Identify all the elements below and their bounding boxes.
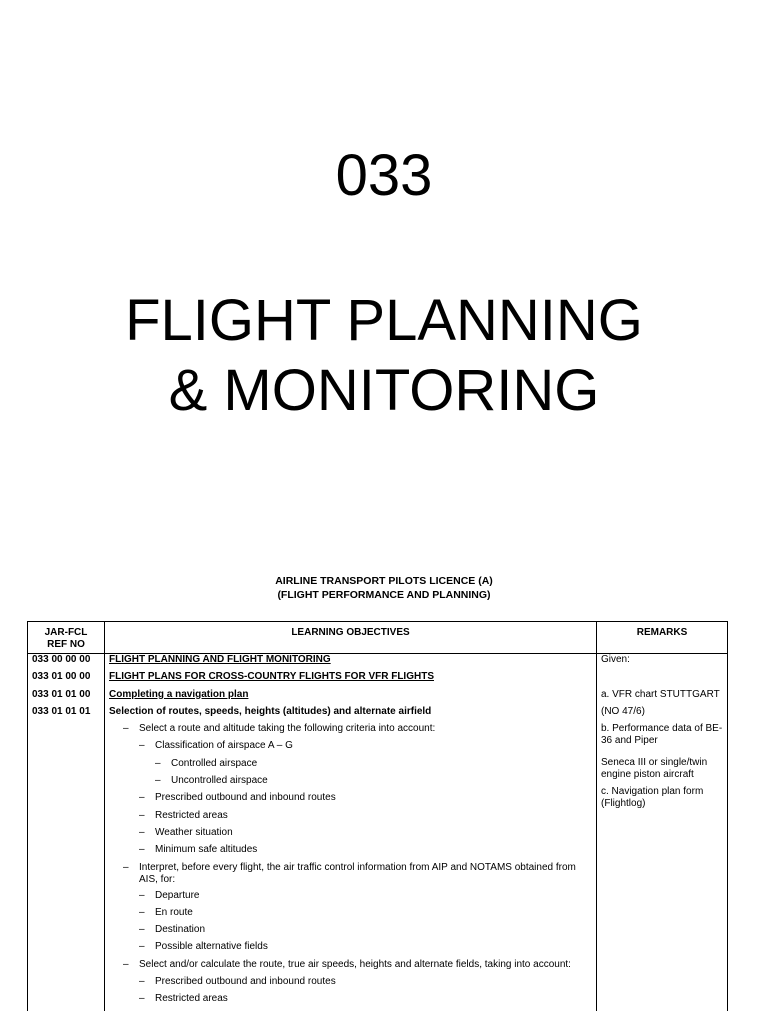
subject-title (0, 286, 768, 426)
objective-item (109, 758, 592, 775)
dash-bullet: – (139, 809, 145, 821)
ref-number: 033 01 00 00 (32, 671, 91, 683)
objective-item (109, 775, 592, 792)
licence-heading-line2: (FLIGHT PERFORMANCE AND PLANNING) (277, 589, 491, 601)
objective-item (109, 810, 592, 827)
objective-text: Weather situation (155, 826, 233, 838)
objective-text: FLIGHT PLANNING AND FLIGHT MONITORING (109, 654, 331, 665)
objective-text: Minimum safe altitudes (155, 844, 258, 856)
remark-item: c. Navigation plan form (Flightlog) (601, 786, 704, 809)
objectives-column-header: LEARNING OBJECTIVES (105, 622, 597, 654)
ref-number: 033 01 01 00 (32, 688, 91, 700)
subject-title-line2: & MONITORING (168, 358, 600, 423)
objective-item (109, 723, 592, 740)
objective-text: Select and/or calculate the route, true air speeds, heights and alternate fields, taking into account: (139, 958, 571, 970)
objective-text: Possible alternative fields (155, 941, 268, 953)
objective-text: Prescribed outbound and inbound routes (155, 792, 336, 804)
dash-bullet: – (155, 775, 161, 787)
objective-text: Completing a navigation plan (109, 688, 249, 700)
remark-item: Given: (601, 654, 630, 665)
table-body-row (28, 654, 728, 1011)
objective-item (109, 827, 592, 844)
objective-item (109, 993, 592, 1010)
dash-bullet: – (139, 924, 145, 936)
ref-numbers-cell (28, 654, 105, 1011)
remarks-column-header: REMARKS (597, 622, 728, 654)
objective-text: Destination (155, 924, 206, 936)
objective-item (109, 792, 592, 809)
dash-bullet: – (139, 889, 145, 901)
objective-text: Restricted areas (155, 809, 228, 821)
ref-number: 033 00 00 00 (32, 654, 91, 665)
ref-header-line1: JAR-FCL (44, 627, 88, 638)
subject-title-line1: FLIGHT PLANNING (125, 288, 643, 353)
objective-text: En route (155, 906, 193, 918)
dash-bullet: – (139, 844, 145, 856)
objective-text: Uncontrolled airspace (171, 775, 268, 787)
dash-bullet: – (139, 941, 145, 953)
objective-item (109, 844, 592, 861)
ref-header-line2: REF NO (47, 639, 85, 650)
dash-bullet: – (139, 906, 145, 918)
remarks-cell (597, 654, 728, 1011)
dash-bullet: – (139, 976, 145, 988)
remark-item: (NO 47/6) (601, 706, 645, 717)
objective-text: Interpret, before every flight, the air traffic control information from AIP and NOTAMS obtained from AIS, for: (139, 861, 576, 885)
remark-item: a. VFR chart STUTTGART (601, 689, 720, 700)
objective-text: Select a route and altitude taking the following criteria into account: (139, 723, 436, 735)
subject-number: 033 (335, 143, 433, 208)
objective-item (109, 976, 592, 993)
objective-text: Departure (155, 889, 200, 901)
objective-item (109, 907, 592, 924)
objective-item (109, 890, 592, 907)
objective-text: Classification of airspace A – G (155, 740, 293, 752)
objective-text: Prescribed outbound and inbound routes (155, 976, 336, 988)
dash-bullet: – (139, 826, 145, 838)
objective-item (109, 706, 592, 723)
objective-text: Selection of routes, speeds, heights (altitudes) and alternate airfield (109, 705, 432, 717)
objective-text: Restricted areas (155, 993, 228, 1005)
ref-number: 033 01 01 01 (32, 705, 91, 717)
objective-item (109, 740, 592, 757)
dash-bullet: – (123, 723, 129, 735)
dash-bullet: – (139, 792, 145, 804)
licence-heading-line1: AIRLINE TRANSPORT PILOTS LICENCE (A) (275, 575, 493, 587)
remark-item: b. Performance data of BE-36 and Piper (601, 723, 723, 746)
objective-item (109, 924, 592, 941)
dash-bullet: – (123, 958, 129, 970)
dash-bullet: – (139, 740, 145, 752)
objectives-table (27, 621, 728, 1011)
ref-column-header (28, 622, 105, 654)
dash-bullet: – (139, 993, 145, 1005)
objective-item (109, 671, 592, 688)
objective-item (109, 654, 592, 671)
licence-heading (0, 574, 768, 602)
objective-item (109, 959, 592, 976)
objectives-cell (105, 654, 597, 1011)
objective-item (109, 941, 592, 958)
dash-bullet: – (123, 861, 129, 873)
dash-bullet: – (155, 757, 161, 769)
objective-item (109, 862, 592, 890)
remark-item: Seneca III or single/twin engine piston aircraft (601, 757, 708, 780)
objective-text: FLIGHT PLANS FOR CROSS-COUNTRY FLIGHTS FOR VFR FLIGHTS (109, 671, 434, 683)
table-header-row (28, 622, 728, 654)
objective-text: Controlled airspace (171, 757, 258, 769)
objective-item (109, 689, 592, 706)
